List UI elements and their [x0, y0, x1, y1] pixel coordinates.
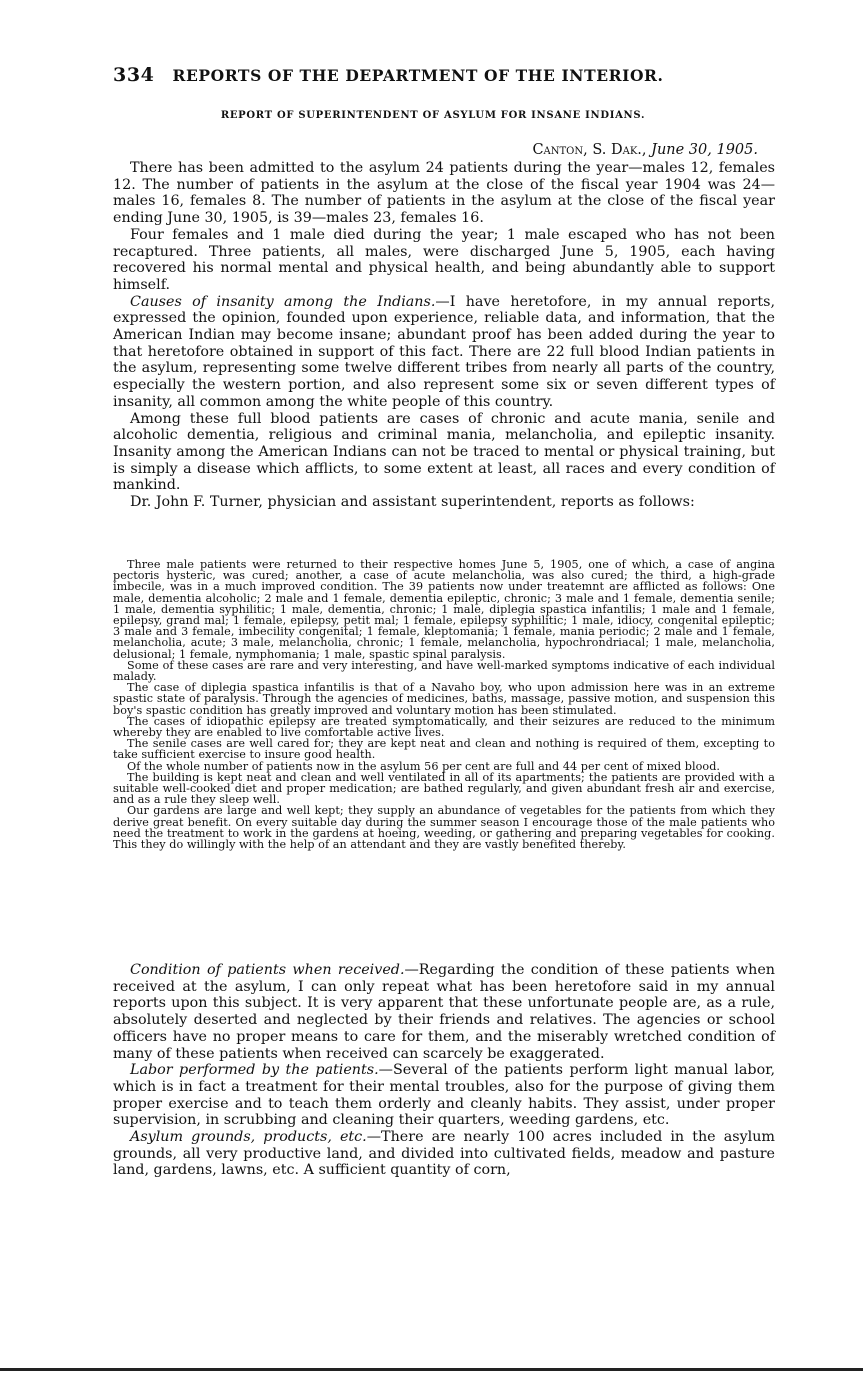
dateline	[113, 142, 758, 158]
section-text: —There are nearly 100 acres included in the asylum grounds, all very productive land, and divided into cultivated fields, meadow and pasture land, gardens, lawns, etc. A sufficient quantity of corn,	[113, 1129, 775, 1179]
dateline-date: June 30, 1905.	[651, 142, 758, 158]
section-heading: Labor performed by the patients.	[130, 1062, 379, 1079]
physician-report-paragraph: The senile cases are well cared for; they are kept neat and clean and nothing is required of them, excepting to take sufficient exercise to insure good health.	[113, 737, 775, 762]
running-header	[113, 64, 753, 86]
physician-report-paragraph: The cases of idiopathic epilepsy are treated symptomatically, and their seizures are reduced to the minimum whereby they are enabled to live comfortable active lives.	[113, 714, 775, 740]
report-title: REPORT OF SUPERINTENDENT OF ASYLUM FOR INSANE INDIANS.	[220, 110, 646, 121]
body-text-bottom	[113, 962, 775, 1179]
section-heading: Condition of patients when received.	[130, 962, 405, 978]
paragraph-admissions: There has been admitted to the asylum 24 patients during the year—males 12, females 12. The number of patients in the asylum at the close of the fiscal year 1904 was 24—males 16, females 8. The number of patients in the asylum at the close of the fiscal year ending June 30, 1905, is 39—males 23, females 16.	[113, 160, 775, 227]
paragraph-causes-of-insanity	[113, 294, 775, 411]
physician-report-paragraph: Three male patients were returned to their respective homes June 5, 1905, one of which, a case of angina pectoris hysteric, was cured; another, a case of acute melancholia, was also cured; the third, a high-grade imbecile, was in a much improved condition. The 39 patients now under treatemnt are afflicted as follows: One male, dementia alcoholic; 2 male and 1 female, dementia epileptic, chronic; 3 male and 1 female, dementia senile; 1 male, dementia syphilitic; 1 male, dementia, chronic; 1 male, diplegia spastica infantilis; 1 male and 1 female, epilepsy, grand mal; 1 female, epilepsy, petit mal; 1 female, epilepsy syphilitic; 1 male, idiocy, congenital epileptic; 3 male and 3 female, imbecility congenital; 1 female, kleptomania; 1 female, mania periodic; 2 male and 1 female, melancholia, acute; 3 male, melancholia, chronic; 1 female, melancholia, hypochrondriacal; 1 male, melancholia, delusional; 1 female, nymphomania; 1 male, spastic spinal paralysis.	[113, 558, 775, 661]
page-bottom-edge	[0, 1368, 863, 1371]
physician-report-paragraph: The building is kept neat and clean and well ventilated in all of its apartments; the patients are provided with a suitable well-cooked diet and proper medication; are bathed regularly, and given abundant fresh air and exercise, and as a rule they sleep well.	[113, 770, 775, 807]
section-text: —Several of the patients perform light manual labor, which is in fact a treatment for their mental troubles, also for the purpose of giving them proper exercise and to teach them orderly and cleanly habits. They assist, under proper supervision, in scrubbing and cleaning their quarters, weeding gardens, etc.	[113, 1062, 775, 1129]
section-heading: Asylum grounds, products, etc.	[130, 1129, 367, 1146]
physician-report-paragraph: Our gardens are large and well kept; they supply an abundance of vegetables for the patients from which they derive great benefit. On every suitable day during the summer season I encourage those of the male patients who need the treatment to work in the gardens at hoeing, weeding, or gathering and preparing vegetables for cooking. This they do willingly with the help of an attendant and they are vastly benefited thereby.	[113, 804, 775, 852]
section-text: —I have heretofore, in my annual reports, expressed the opinion, founded upon experience, reliable data, and information, that the American Indian may become insane; abundant proof has been added during the year to that heretofore obtained in support of this fact. There are 22 full blood Indian patients in the asylum, representing some twelve different tribes from nearly all parts of the country, especially the western portion, and also represent some six or seven different types of insanity, all common among the white people of this country.	[113, 293, 775, 410]
physician-report-paragraph: Of the whole number of patients now in the asylum 56 per cent are full and 44 per cent of mixed blood.	[127, 759, 721, 773]
page-number: 334	[113, 64, 155, 86]
paragraph-deaths-discharges: Four females and 1 male died during the year; 1 male escaped who has not been recaptured. Three patients, all males, were discharged June 5, 1905, each having recovered his normal mental and physical health, and being abundantly able to support himself.	[113, 226, 775, 293]
paragraph-condition-of-patients	[113, 962, 775, 1062]
paragraph-labor-performed	[113, 1062, 775, 1129]
physician-report-paragraph: The case of diplegia spastica infantilis is that of a Navaho boy, who upon admission here was in an extreme spastic state of paralysis. Through the agencies of medicines, baths, massage, passive motion, and suspension this boy's spastic condition has greatly improved and voluntary motion has been stimulated.	[113, 681, 775, 717]
paragraph-asylum-grounds	[113, 1129, 775, 1179]
running-title: REPORTS OF THE DEPARTMENT OF THE INTERIOR.	[172, 66, 664, 85]
body-text-top	[113, 160, 775, 511]
dateline-place: Canton, S. Dak.,	[532, 142, 647, 158]
section-text: —Regarding the condition of these patients when received at the asylum, I can only repeat what has been heretofore said in my annual reports upon this subject. It is very apparent that these unfortunate people are, as a rule, absolutely deserted and neglected by their friends and relatives. The agencies or school officers have no proper means to care for them, and the miserably wretched condition of many of these patients when received can scarcely be exaggerated.	[113, 962, 775, 1062]
physician-report	[113, 559, 775, 850]
physician-report-paragraph: Some of these cases are rare and very interesting, and have well-marked symptoms indicative of each individual malady.	[113, 658, 775, 684]
paragraph-types-of-insanity: Among these full blood patients are cases of chronic and acute mania, senile and alcoholic dementia, religious and criminal mania, melancholia, and epileptic insanity. Insanity among the American Indians can not be traced to mental or physical training, but is simply a disease which afflicts, to some extent at least, all races and every condition of mankind.	[113, 410, 775, 494]
section-heading: Causes of insanity among the Indians.	[130, 293, 436, 310]
paragraph-turner-intro: Dr. John F. Turner, physician and assistant superintendent, reports as follows:	[130, 494, 695, 511]
